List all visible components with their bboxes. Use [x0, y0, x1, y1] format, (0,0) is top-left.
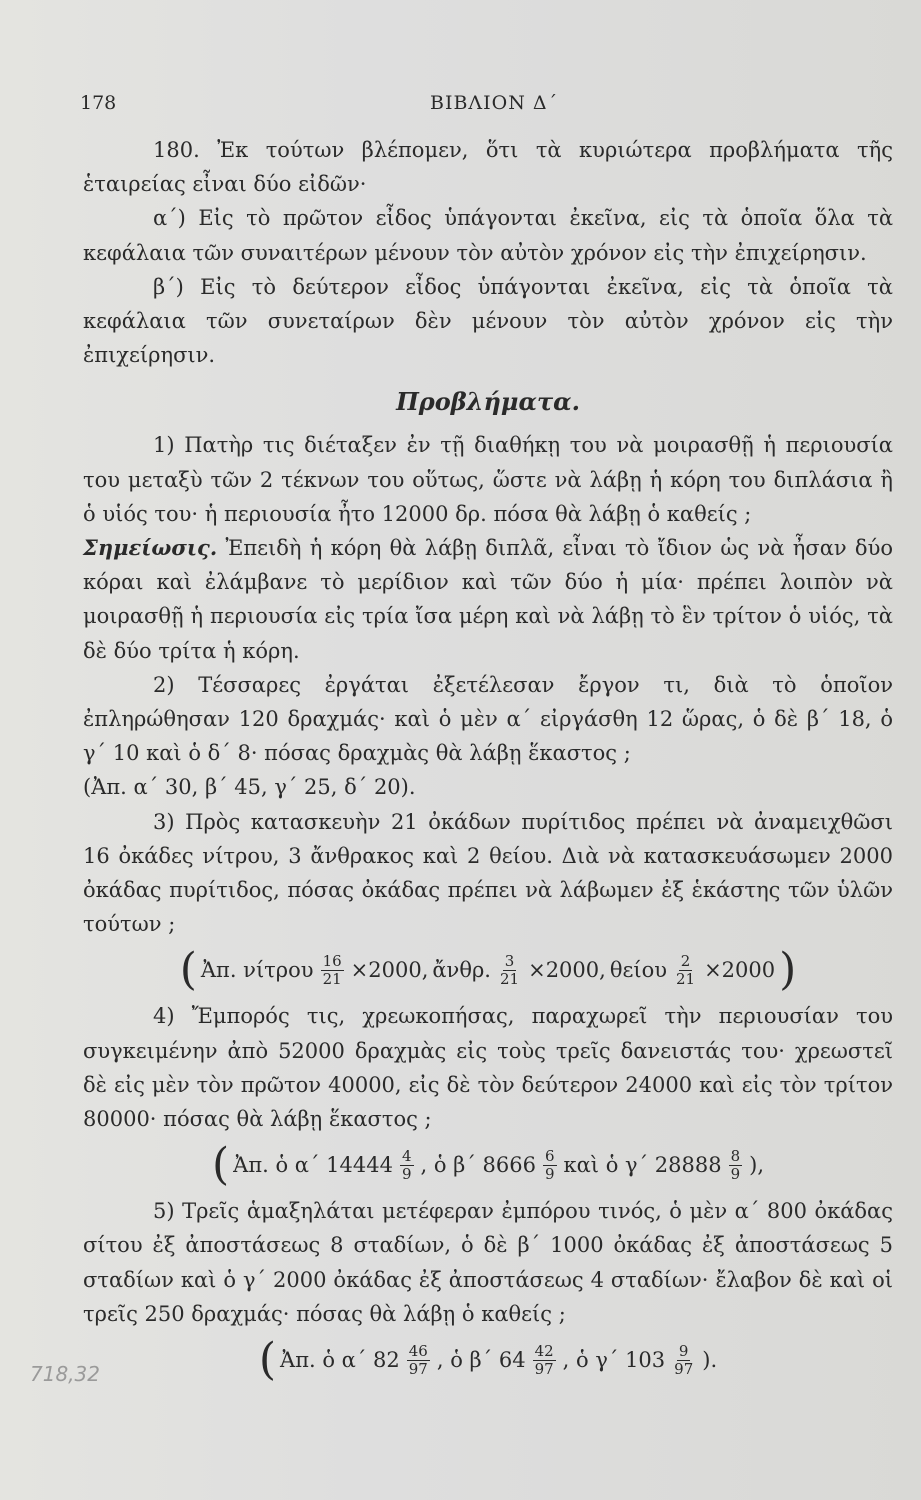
numerator: 42: [534, 1341, 554, 1360]
answer-label: Ἀπ. ὁ α΄ 82: [280, 1347, 400, 1372]
section-item-a: α΄) Εἰς τὸ πρῶτον εἶδος ὑπάγονται ἐκεῖνα, εἰς τὰ ὁποῖα ὅλα τὰ κεφάλαια τῶν συναιτέρων μένουν τὸν αὐτὸν χρόνον εἰς τὴν ἐπιχείρησιν.: [83, 206, 893, 265]
denominator: 97: [534, 1359, 554, 1378]
fraction: [407, 1343, 430, 1378]
problem-1-note: [83, 531, 893, 668]
problem-5-answer: [83, 1331, 893, 1389]
answer-label: Ἀπ. νίτρου: [200, 958, 314, 983]
numerator: 6: [544, 1146, 555, 1165]
denominator: 9: [730, 1164, 741, 1183]
answer-label: , ὁ β΄ 8666: [420, 1153, 536, 1178]
open-paren: (: [258, 1334, 277, 1386]
numerator: 2: [680, 951, 691, 970]
multiplier: ×2000,: [528, 958, 606, 983]
numerator: 3: [504, 951, 515, 970]
answer-label: Ἀπ. ὁ α΄ 14444: [233, 1153, 393, 1178]
denominator: 21: [675, 969, 696, 988]
numerator: 46: [408, 1341, 428, 1360]
problem-5: 5) Τρεῖς ἁμαξηλάται μετέφεραν ἐμπόρου τινός, ὁ μὲν α΄ 800 ὀκάδας σίτου ἐξ ἀποστάσεως 8 σταδίων, ὁ δὲ β΄ 1000 ὀκάδας ἐξ ἀποστάσεως 5 σταδίων καὶ ὁ γ΄ 2000 ὀκάδας ἐξ ἀποστάσεως 4 σταδίων· ἔλαβον δὲ καὶ οἱ τρεῖς 250 δραχμάς· πόσας θὰ λάβῃ ὁ καθείς ;: [83, 1199, 893, 1326]
problem-4: 4) Ἔμπορός τις, χρεωκοπήσας, παραχωρεῖ τὴν περιουσίαν του συγκειμένην ἀπὸ 52000 δραχμὰς εἰς τοὺς τρεῖς δανειστάς του· χρεωστεῖ δὲ εἰς μὲν τὸν πρῶτον 40000, εἰς δὲ τὸν δεύτερον 24000 καὶ εἰς τὸν τρίτον 80000· πόσας θὰ λάβῃ ἕκαστος ;: [83, 1004, 893, 1132]
fraction: [321, 953, 344, 988]
fraction: [729, 1148, 743, 1183]
page-header: [80, 92, 880, 122]
page-number: 178: [80, 92, 117, 114]
fraction: [533, 1343, 556, 1378]
denominator: 9: [401, 1164, 412, 1183]
running-head: ΒΙΒΛΙΟΝ Δ΄: [430, 92, 559, 114]
open-paren: (: [212, 1139, 230, 1191]
fraction: [400, 1148, 414, 1183]
denominator: 21: [500, 969, 520, 988]
numerator: 9: [678, 1341, 689, 1360]
open-paren: (: [179, 944, 197, 996]
denominator: 97: [674, 1359, 694, 1378]
answer-label: , ὁ β΄ 64: [436, 1347, 526, 1372]
fraction: [543, 1148, 557, 1183]
answer-tail: ).: [702, 1347, 718, 1372]
fraction: [672, 1343, 695, 1378]
answer-label: καὶ ὁ γ΄ 28888: [563, 1153, 722, 1178]
note-label: Σημείωσις.: [83, 535, 218, 561]
page-body: [83, 133, 893, 1389]
problem-2: 2) Τέσσαρες ἐργάται ἐξετέλεσαν ἔργον τι, διὰ τὸ ὁποῖον ἐπληρώθησαν 120 δραχμάς· καὶ ὁ μὲν α΄ εἰργάσθη 12 ὥρας, ὁ δὲ β΄ 18, ὁ γ΄ 10 καὶ ὁ δ΄ 8· πόσας δραχμὰς θὰ λάβῃ ἕκαστος ;: [83, 672, 893, 766]
section-item-b: β΄) Εἰς τὸ δεύτερον εἶδος ὑπάγονται ἐκεῖνα, εἰς τὰ ὁποῖα τὰ κεφάλαια τῶν συνεταίρων δὲν μένουν τὸν αὐτὸν χρόνον εἰς τὴν ἐπιχείρησιν.: [83, 274, 893, 368]
answer-label: , ὁ γ΄ 103: [562, 1347, 666, 1372]
multiplier: ×2000: [704, 958, 776, 983]
answer-tail: ),: [749, 1153, 764, 1178]
problem-4-answer: [83, 1136, 893, 1194]
note-text: Ἐπειδὴ ἡ κόρη θὰ λάβῃ διπλᾶ, εἶναι τὸ ἴδιον ὡς νὰ ἦσαν δύο κόραι καὶ ἐλάμβανε τὸ μερίδιον καὶ τῶν δύο ἡ μία· πρέπει λοιπὸν νὰ μοιρασθῇ ἡ περιουσία εἰς τρία ἴσα μέρη καὶ νὰ λάβῃ τὸ ἓν τρίτον ὁ υἱός, τὰ δὲ δύο τρίτα ἡ κόρη.: [83, 536, 893, 663]
denominator: 21: [322, 969, 342, 988]
problem-3: 3) Πρὸς κατασκευὴν 21 ὀκάδων πυρίτιδος πρέπει νὰ ἀναμειχθῶσι 16 ὀκάδες νίτρου, 3 ἄνθρακος καὶ 2 θείου. Διὰ νὰ κατασκευάσωμεν 2000 ὀκάδας πυρίτιδος, πόσας ὀκάδας πρέπει νὰ λάβωμεν ἐξ ἑκάστης τῶν ὑλῶν τούτων ;: [83, 809, 893, 937]
fraction: [498, 953, 521, 988]
handwritten-margin-note: 718,32: [30, 1362, 100, 1386]
problems-heading: Προβλήματα.: [396, 387, 580, 417]
numerator: 4: [401, 1146, 412, 1165]
problem-1: 1) Πατὴρ τις διέταξεν ἐν τῇ διαθήκῃ του νὰ μοιρασθῇ ἡ περιουσία του μεταξὺ τῶν 2 τέκνων του οὕτως, ὥστε νὰ λάβῃ ἡ κόρη του διπλάσια ἢ ὁ υἱός του· ἡ περιουσία ἦτο 12000 δρ. πόσα θὰ λάβῃ ὁ καθείς ;: [83, 433, 893, 526]
answer-label: θείου: [609, 958, 667, 983]
numerator: 8: [730, 1146, 741, 1165]
denominator: 9: [544, 1164, 555, 1183]
denominator: 97: [408, 1359, 428, 1378]
close-paren: ): [779, 944, 797, 996]
section-intro: 180. Ἐκ τούτων βλέπομεν, ὅτι τὰ κυριώτερα προβλήματα τῆς ἑταιρείας εἶναι δύο εἰδῶν·: [83, 138, 893, 197]
multiplier: ×2000,: [350, 958, 429, 983]
problem-2-answer: (Ἀπ. α΄ 30, β΄ 45, γ΄ 25, δ΄ 20).: [83, 775, 416, 800]
problem-3-answer: [83, 941, 893, 999]
numerator: 16: [322, 951, 342, 970]
fraction: [674, 953, 697, 988]
answer-label: ἄνθρ.: [432, 958, 491, 983]
